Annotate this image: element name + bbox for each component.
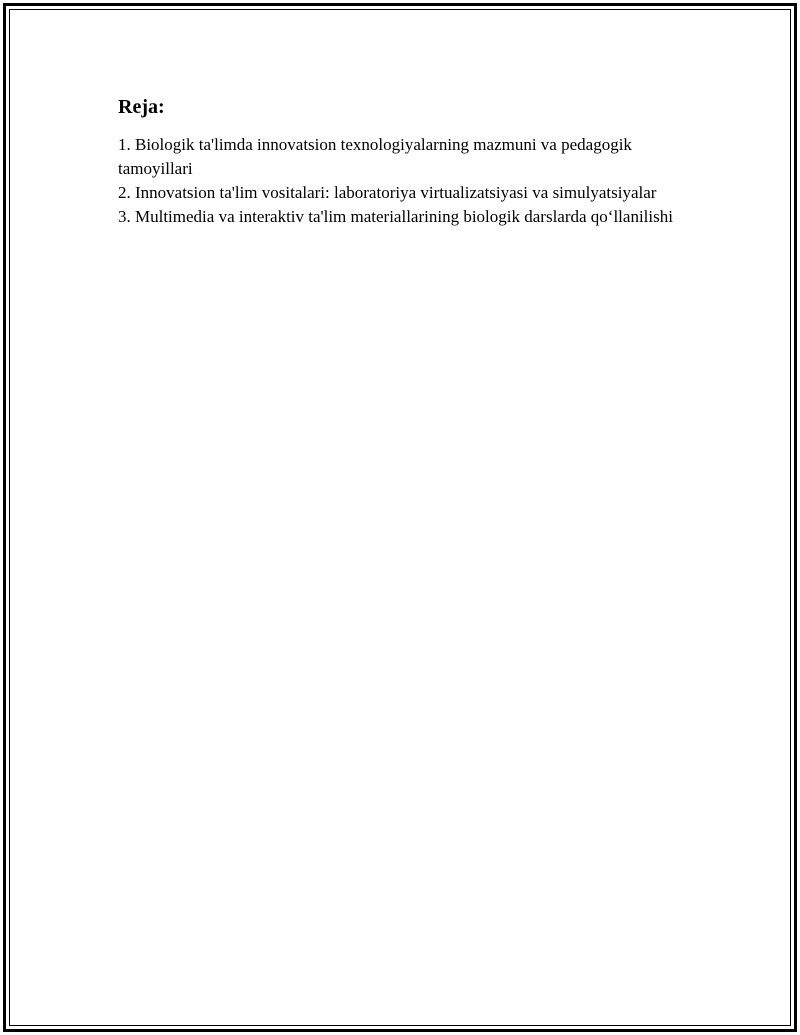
plan-item-2: 2. Innovatsion ta'lim vositalari: laboratoriya virtualizatsiyasi va simulyatsiyalar <box>118 183 657 202</box>
plan-item-1: 1. Biologik ta'limda innovatsion texnologiyalarning mazmuni va pedagogik tamoyillari <box>118 135 632 178</box>
plan-item-3: 3. Multimedia va interaktiv ta'lim materiallarining biologik darslarda qo‘llanilishi <box>118 207 673 226</box>
plan-heading: Reja: <box>118 96 165 118</box>
plan-list <box>118 133 688 229</box>
document-body <box>118 95 688 229</box>
